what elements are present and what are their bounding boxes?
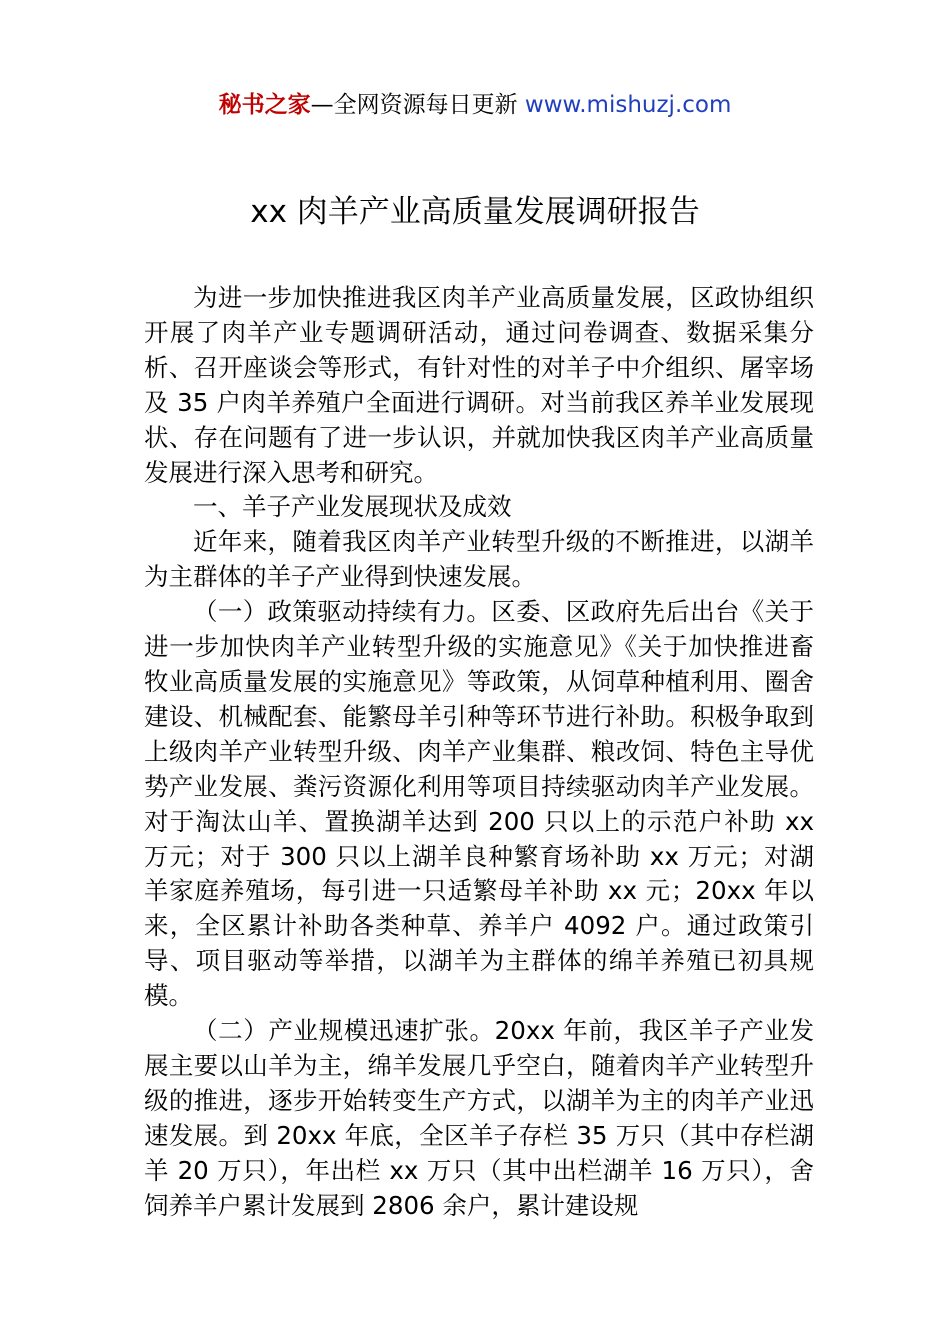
section-heading: 一、羊子产业发展现状及成效 <box>193 492 512 522</box>
section-intro-paragraph: 近年来，随着我区肉羊产业转型升级的不断推进，以湖羊为主群体的羊子产业得到快速发展。 <box>144 527 814 592</box>
document-title: xx 肉羊产业高质量发展调研报告 <box>250 194 700 230</box>
scale-paragraph: （二）产业规模迅速扩张。20xx 年前，我区羊子产业发展主要以山羊为主，绵羊发展几乎空白，随着肉羊产业转型升级的推进，逐步开始转变生产方式，以湖羊为主的肉羊产业迅速发展。到 20xx 年底，全区羊子存栏 35 万只（其中存栏湖羊 20 万只），年出栏 xx 万只（其中出栏湖羊 16 万只），舍饲养羊户累计发展到 2806 余户，累计建设规 <box>144 1016 814 1220</box>
header-slogan: —全网资源每日更新 <box>310 92 525 118</box>
site-url[interactable]: www.mishuzj.com <box>524 92 732 118</box>
document-body <box>144 281 814 1223</box>
brand-name: 秘书之家 <box>218 92 311 118</box>
policy-paragraph: （一）政策驱动持续有力。区委、区政府先后出台《关于进一步加快肉羊产业转型升级的实施意见》《关于加快推进畜牧业高质量发展的实施意见》等政策，从饲草种植利用、圈舍建设、机械配套、能繁母羊引种等环节进行补助。积极争取到上级肉羊产业转型升级、肉羊产业集群、粮改饲、特色主导优势产业发展、粪污资源化利用等项目持续驱动肉羊产业发展。对于淘汰山羊、置换湖羊达到 200 只以上的示范户补助 xx 万元；对于 300 只以上湖羊良种繁育场补助 xx 万元；对湖羊家庭养殖场，每引进一只适繁母羊补助 xx 元；20xx 年以来，全区累计补助各类种草、养羊户 4092 户。通过政策引导、项目驱动等举措，以湖羊为主群体的绵羊养殖已初具规模。 <box>144 597 814 1011</box>
intro-paragraph: 为进一步加快推进我区肉羊产业高质量发展，区政协组织开展了肉羊产业专题调研活动，通过问卷调查、数据采集分析、召开座谈会等形式，有针对性的对羊子中介组织、屠宰场及 35 户肉羊养殖户全面进行调研。对当前我区养羊业发展现状、存在问题有了进一步认识，并就加快我区肉羊产业高质量发展进行深入思考和研究。 <box>144 283 814 487</box>
site-header <box>0 88 950 122</box>
